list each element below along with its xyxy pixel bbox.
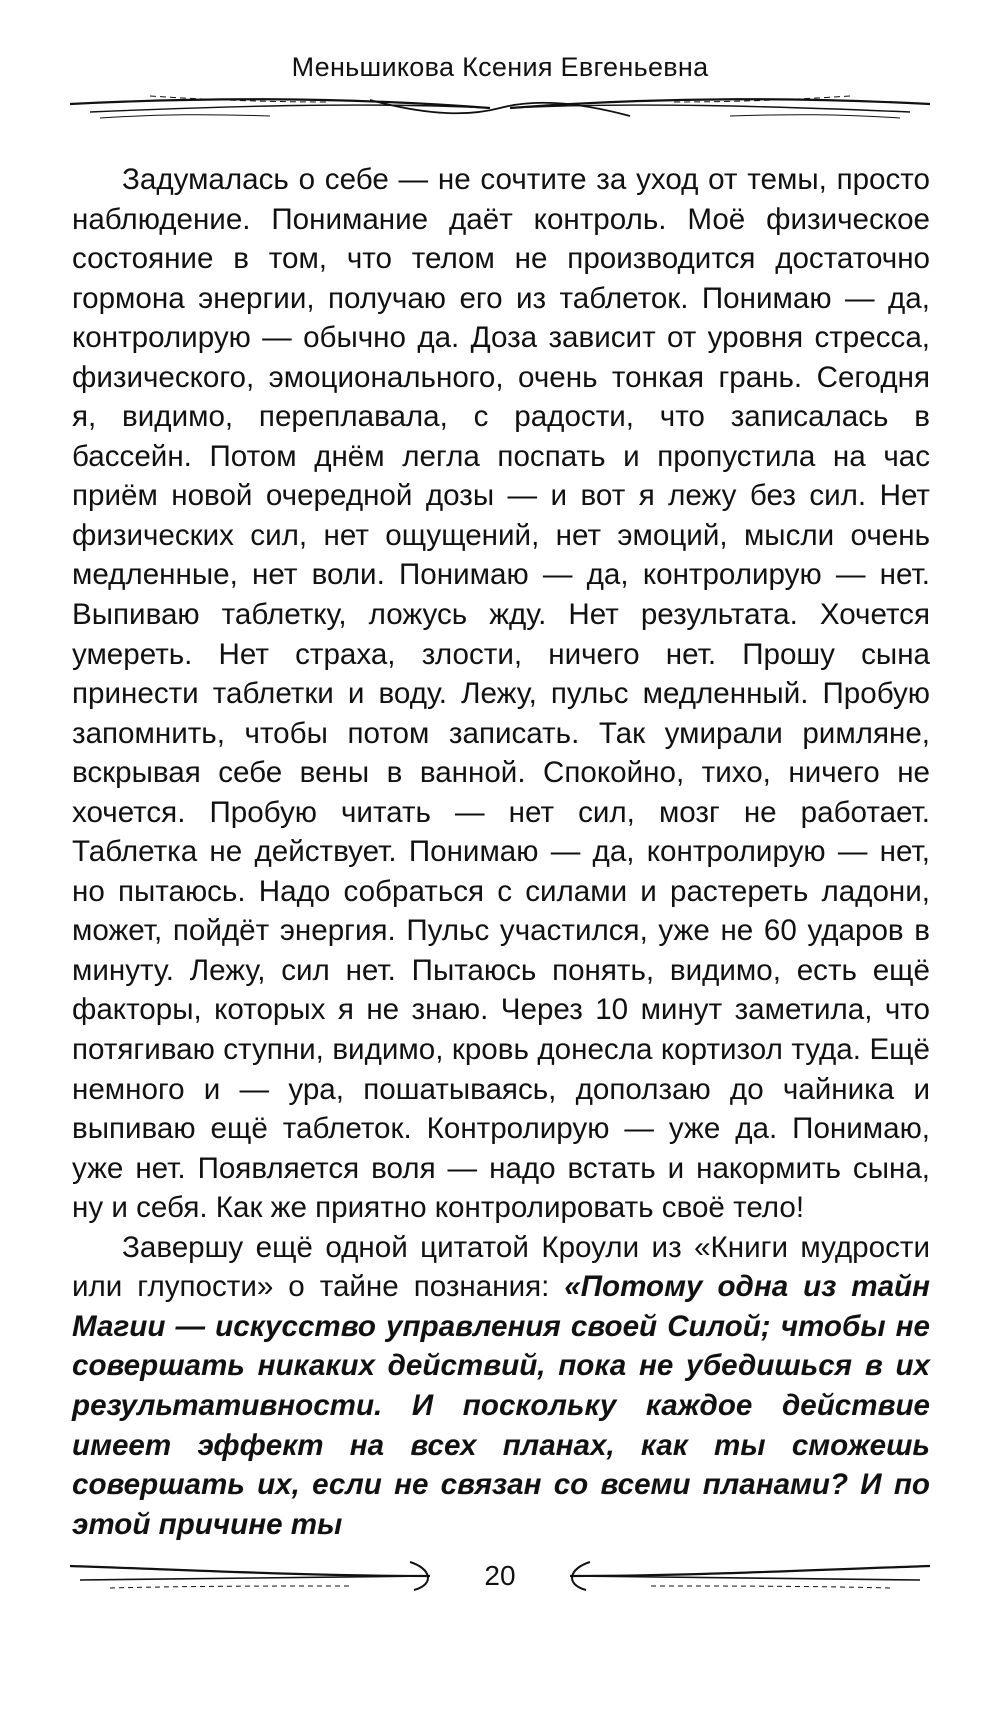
paragraph-text: Завершу ещё одной цитатой Кроули из «Книги мудрости или глупости» о тайне познания: [72, 1230, 930, 1304]
header-ornament-divider [70, 90, 930, 130]
quote-text: «Потому одна из тайн Магии — искусство управления своей Силой; чтобы не совершать никаких действий, пока не убедишься в их результативности. И поскольку каждое действие имеет эффект на всех планах, как ты сможешь совершать их, если не связан со всеми планами? И по этой причине ты [72, 1270, 930, 1541]
running-header: Меньшикова Ксения Евгеньевна [291, 52, 709, 82]
page-body-text [72, 160, 930, 1544]
paragraph [72, 160, 930, 1228]
page-number: 20 [484, 1560, 516, 1591]
paragraph-text: Задумалась о себе — не сочтите за уход от темы, просто наблюдение. Понимание даёт контроль. Моё физическое состояние в том, что телом не производится достаточно гормона энергии, получаю его из таблеток. Понимаю — да, контролирую — обычно да. Доза зависит от уровня стресса, физического, эмоционального, очень тонкая грань. Сегодня я, видимо, переплавала, с радости, что записалась в бассейн. Потом днём легла поспать и пропустила на час приём новой очередной дозы — и вот я лежу без сил. Нет физических сил, нет ощущений, нет эмоций, мысли очень медленные, нет воли. Понимаю — да, контролирую — нет. Выпиваю таблетку, ложусь жду. Нет результата. Хочется умереть. Нет страха, злости, ничего нет. Прошу сына принести таблетки и воду. Лежу, пульс медленный. Пробую запомнить, чтобы потом записать. Так умирали римляне, вскрывая себе вены в ванной. Спокойно, тихо, ничего не хочется. Пробую читать — нет сил, мозг не работает. Таблетка не действует. Понимаю — да, контролирую — нет, но пытаюсь. Надо собраться с силами и растереть ладони, может, пойдёт энергия. Пульс участился, уже не 60 ударов в минуту. Лежу, сил нет. Пытаюсь понять, видимо, есть ещё факторы, которых я не знаю. Через 10 минут заметила, что потягиваю ступни, видимо, кровь донесла кортизол туда. Ещё немного и — ура, пошатываясь, доползаю до чайника и выпиваю ещё таблеток. Контролирую — уже да. Понимаю, уже нет. Появляется воля — надо встать и накормить сына, ну и себя. Как же приятно контролировать своё тело! [72, 163, 930, 1225]
paragraph [72, 1228, 930, 1544]
